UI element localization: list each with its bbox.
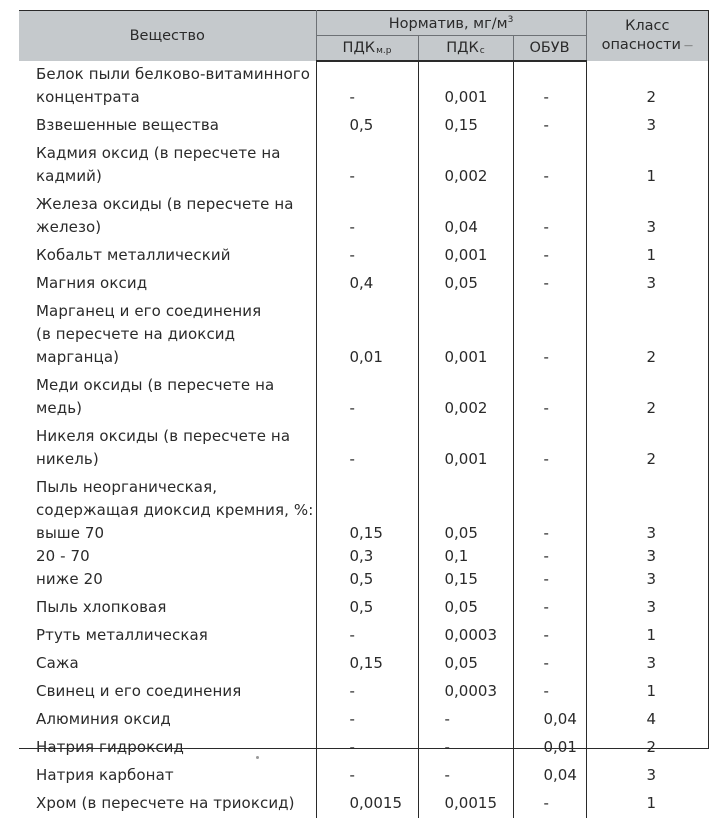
hazard-class-cell (586, 594, 708, 622)
pdk-mr-cell (316, 423, 418, 474)
pdk-s-cell-line: 0,04 (444, 218, 478, 236)
obuv-cell (513, 622, 586, 650)
hazard-class-cell (586, 298, 708, 372)
hazard-class-cell (586, 270, 708, 298)
substance-cell (19, 140, 316, 191)
pdk-mr-cell-line: - (349, 682, 355, 700)
pdk-s-cell (418, 706, 513, 734)
obuv-cell (513, 762, 586, 790)
obuv-cell-line: - (543, 399, 549, 417)
pdk-mr-cell-line: - (349, 626, 355, 644)
pdk-mr-cell-line: 0,01 (349, 348, 383, 366)
substance-cell-line: Взвешенные вещества (36, 116, 220, 134)
substance-cell-line: Железа оксиды (в пересчете на (36, 195, 294, 213)
obuv-cell (513, 242, 586, 270)
substance-cell-line: Кобальт металлический (36, 246, 231, 264)
hazard-class-cell-line: 1 (646, 167, 657, 185)
hazard-class-cell (586, 112, 708, 140)
obuv-cell (513, 112, 586, 140)
pdk-s-cell (418, 622, 513, 650)
substance-cell-line: Магния оксид (36, 274, 148, 292)
hazard-class-cell (586, 622, 708, 650)
pdk-mr-cell-line: - (349, 738, 355, 756)
obuv-cell (513, 298, 586, 372)
pdk-s-cell (418, 423, 513, 474)
pdk-s-cell (418, 790, 513, 818)
hazard-class-cell-line: 3 (646, 274, 657, 292)
substance-cell-line: выше 70 (36, 524, 105, 542)
pdk-s-cell (418, 242, 513, 270)
hazard-class-cell-line: 1 (646, 794, 657, 812)
hazard-class-cell-line: 2 (646, 88, 657, 106)
substance-cell-line: никель) (36, 450, 99, 468)
pdk-mr-cell (316, 678, 418, 706)
obuv-cell-line: - (543, 570, 549, 588)
table-row (19, 140, 708, 191)
pdk-mr-cell (316, 298, 418, 372)
pdk-mr-cell (316, 622, 418, 650)
pdk-mr-cell-line: - (349, 766, 355, 784)
substance-cell-line: (в пересчете на диоксид марганца) (36, 325, 236, 366)
obuv-cell-line: - (543, 626, 549, 644)
obuv-cell (513, 734, 586, 762)
pdk-mr-cell (316, 242, 418, 270)
hazard-class-cell (586, 734, 708, 762)
obuv-cell (513, 594, 586, 622)
pdk-s-cell (418, 734, 513, 762)
obuv-cell (513, 372, 586, 423)
obuv-cell-line: - (543, 274, 549, 292)
substance-cell (19, 61, 316, 112)
obuv-cell-line: - (543, 524, 549, 542)
hazard-class-cell-line: 1 (646, 246, 657, 264)
pdk-s-cell (418, 678, 513, 706)
hazard-class-cell (586, 762, 708, 790)
pdk-mr-cell (316, 650, 418, 678)
pdk-mr-cell (316, 734, 418, 762)
substance-column-header: Вещество (19, 11, 316, 62)
table-row (19, 622, 708, 650)
obuv-cell-line: 0,01 (543, 738, 577, 756)
table-row (19, 790, 708, 818)
pdk-s-cell-line: 0,001 (444, 450, 488, 468)
norm-column-group-header: Норматив, $мг/м^3$ (316, 11, 586, 36)
substance-cell-line: Натрия гидроксид (36, 738, 184, 756)
obuv-cell (513, 706, 586, 734)
substance-cell-line: Алюминия оксид (36, 710, 171, 728)
obuv-cell (513, 678, 586, 706)
pdk-mr-cell-line: 0,5 (349, 116, 374, 134)
substance-cell-line: Сажа (36, 654, 79, 672)
pdk-mr-cell-line: 0,3 (349, 547, 374, 565)
substance-cell (19, 270, 316, 298)
pdk-mr-cell-line: - (349, 218, 355, 236)
pdk-s-cell-line: 0,1 (444, 547, 469, 565)
table-row (19, 762, 708, 790)
hazard-class-cell (586, 650, 708, 678)
pdk-mr-cell-line: 0,15 (349, 524, 383, 542)
table-row (19, 298, 708, 372)
substance-cell-line: Хром (в пересчете на триоксид) (36, 794, 295, 812)
table-row (19, 270, 708, 298)
substance-cell (19, 474, 316, 594)
substance-cell-line: Ртуть металлическая (36, 626, 208, 644)
obuv-cell (513, 790, 586, 818)
substance-cell (19, 112, 316, 140)
substance-cell (19, 734, 316, 762)
substance-cell (19, 790, 316, 818)
hazard-class-cell-line: 3 (646, 524, 657, 542)
pdk-s-cell (418, 112, 513, 140)
obuv-cell-line: - (543, 450, 549, 468)
obuv-cell (513, 474, 586, 594)
hazard-class-cell (586, 372, 708, 423)
pdk-s-cell-line: 0,001 (444, 348, 488, 366)
obuv-cell (513, 61, 586, 112)
obuv-cell-line: - (543, 794, 549, 812)
obuv-cell-line: - (543, 116, 549, 134)
pdk-s-cell (418, 191, 513, 242)
norms-table-container (19, 10, 709, 812)
pdk-mr-column-header: ПДКм.р (316, 36, 418, 62)
hazard-class-cell-line: 3 (646, 766, 657, 784)
obuv-cell (513, 191, 586, 242)
pdk-mr-cell-line: 0,15 (349, 654, 383, 672)
pdk-mr-cell-line: - (349, 246, 355, 264)
obuv-cell-line: - (543, 218, 549, 236)
pdk-mr-cell (316, 594, 418, 622)
pdk-mr-cell (316, 372, 418, 423)
pdk-mr-cell (316, 474, 418, 594)
table-body (19, 61, 708, 818)
substance-cell (19, 594, 316, 622)
substance-cell (19, 706, 316, 734)
pdk-mr-cell-line: 0,0015 (349, 794, 402, 812)
hazard-class-cell (586, 242, 708, 270)
pdk-mr-cell (316, 762, 418, 790)
obuv-cell-line: - (543, 246, 549, 264)
substance-cell (19, 191, 316, 242)
substance-cell-line: Кадмия оксид (в пересчете на (36, 144, 281, 162)
table-row (19, 191, 708, 242)
substance-cell-line: Никеля оксиды (в пересчете на (36, 427, 291, 445)
table-row (19, 706, 708, 734)
table-row (19, 61, 708, 112)
pdk-s-cell-line: 0,0015 (444, 794, 497, 812)
substance-cell (19, 242, 316, 270)
obuv-cell-line: - (543, 547, 549, 565)
pdk-s-cell-line: 0,0003 (444, 682, 497, 700)
substance-cell (19, 650, 316, 678)
pdk-s-cell-line: 0,05 (444, 524, 478, 542)
air-quality-norms-table (19, 10, 708, 818)
hazard-class-column-header: Класс опасности — (586, 11, 708, 62)
obuv-column-header: ОБУВ (513, 36, 586, 62)
substance-cell (19, 762, 316, 790)
pdk-mr-cell (316, 790, 418, 818)
pdk-s-cell-line: - (444, 766, 450, 784)
pdk-s-cell (418, 298, 513, 372)
pdk-s-cell (418, 594, 513, 622)
hazard-class-cell (586, 423, 708, 474)
pdk-s-cell-line: 0,002 (444, 399, 488, 417)
substance-cell-line: содержащая диоксид кремния, %: (36, 501, 314, 519)
table-row (19, 650, 708, 678)
pdk-mr-cell-line: 0,5 (349, 598, 374, 616)
hazard-class-cell-line: 2 (646, 348, 657, 366)
scan-speck (256, 756, 259, 759)
pdk-s-column-header: ПДКс (418, 36, 513, 62)
hazard-class-cell-line: 3 (646, 218, 657, 236)
table-row (19, 474, 708, 594)
hazard-class-cell (586, 474, 708, 594)
substance-cell (19, 678, 316, 706)
table-row (19, 372, 708, 423)
hazard-class-cell-line: 2 (646, 399, 657, 417)
hazard-class-cell-line: 3 (646, 570, 657, 588)
hazard-class-cell-line: 4 (646, 710, 657, 728)
pdk-s-cell (418, 762, 513, 790)
pdk-s-cell (418, 270, 513, 298)
substance-cell (19, 372, 316, 423)
pdk-mr-cell-line: - (349, 399, 355, 417)
pdk-s-cell-line: 0,05 (444, 274, 478, 292)
hazard-class-cell-line: 3 (646, 654, 657, 672)
table-row (19, 242, 708, 270)
table-row (19, 423, 708, 474)
substance-cell (19, 622, 316, 650)
hazard-class-cell-line: 1 (646, 626, 657, 644)
pdk-mr-cell-line: 0,4 (349, 274, 374, 292)
pdk-mr-cell (316, 191, 418, 242)
substance-cell-line: железо) (36, 218, 102, 236)
pdk-mr-cell-line: - (349, 167, 355, 185)
substance-cell-line: ниже 20 (36, 570, 103, 588)
obuv-cell (513, 650, 586, 678)
substance-cell-line: Белок пыли белково-витаминного (36, 65, 311, 83)
obuv-cell-line: - (543, 598, 549, 616)
hazard-class-cell-line: 3 (646, 598, 657, 616)
hazard-class-cell (586, 678, 708, 706)
hazard-class-cell (586, 790, 708, 818)
pdk-s-cell (418, 61, 513, 112)
hazard-class-cell (586, 706, 708, 734)
pdk-mr-cell-line: - (349, 450, 355, 468)
pdk-mr-cell-line: 0,5 (349, 570, 374, 588)
substance-cell-line: 20 - 70 (36, 547, 90, 565)
pdk-s-cell-line: 0,002 (444, 167, 488, 185)
pdk-s-cell-line: 0,15 (444, 116, 478, 134)
pdk-mr-cell (316, 140, 418, 191)
table-row (19, 734, 708, 762)
obuv-cell-line: - (543, 348, 549, 366)
substance-cell-line: Натрия карбонат (36, 766, 174, 784)
pdk-mr-cell (316, 270, 418, 298)
pdk-s-cell-line: - (444, 738, 450, 756)
pdk-mr-cell-line: - (349, 710, 355, 728)
pdk-s-cell-line: 0,05 (444, 654, 478, 672)
pdk-mr-cell (316, 61, 418, 112)
substance-cell-line: Пыль хлопковая (36, 598, 167, 616)
pdk-s-cell-line: 0,15 (444, 570, 478, 588)
pdk-s-cell-line: 0,001 (444, 88, 488, 106)
table-row (19, 594, 708, 622)
pdk-s-cell-line: 0,05 (444, 598, 478, 616)
substance-cell-line: концентрата (36, 88, 140, 106)
pdk-mr-cell (316, 112, 418, 140)
pdk-s-cell-line: - (444, 710, 450, 728)
hazard-class-cell-line: 2 (646, 738, 657, 756)
pdk-s-cell (418, 650, 513, 678)
hazard-class-cell (586, 61, 708, 112)
hazard-class-cell-line: 3 (646, 547, 657, 565)
substance-cell-line: кадмий) (36, 167, 102, 185)
substance-cell (19, 423, 316, 474)
pdk-mr-cell (316, 706, 418, 734)
pdk-s-cell-line: 0,0003 (444, 626, 497, 644)
obuv-cell-line: - (543, 88, 549, 106)
substance-cell (19, 298, 316, 372)
hazard-class-cell-line: 1 (646, 682, 657, 700)
obuv-cell-line: - (543, 167, 549, 185)
obuv-cell (513, 423, 586, 474)
hazard-class-cell-line: 2 (646, 450, 657, 468)
pdk-mr-cell-line: - (349, 88, 355, 106)
obuv-cell-line: - (543, 682, 549, 700)
table-header (19, 11, 708, 62)
pdk-s-cell (418, 140, 513, 191)
hazard-class-cell (586, 140, 708, 191)
pdk-s-cell (418, 372, 513, 423)
substance-cell-line: Свинец и его соединения (36, 682, 242, 700)
table-row (19, 112, 708, 140)
substance-cell-line: Меди оксиды (в пересчете на медь) (36, 376, 275, 417)
substance-cell-line: Пыль неорганическая, (36, 478, 218, 496)
pdk-s-cell (418, 474, 513, 594)
hazard-class-cell-line: 3 (646, 116, 657, 134)
table-row (19, 678, 708, 706)
obuv-cell-line: - (543, 654, 549, 672)
hazard-class-cell (586, 191, 708, 242)
obuv-cell-line: 0,04 (543, 710, 577, 728)
obuv-cell (513, 140, 586, 191)
obuv-cell (513, 270, 586, 298)
pdk-s-cell-line: 0,001 (444, 246, 488, 264)
substance-cell-line: Марганец и его соединения (36, 302, 262, 320)
obuv-cell-line: 0,04 (543, 766, 577, 784)
